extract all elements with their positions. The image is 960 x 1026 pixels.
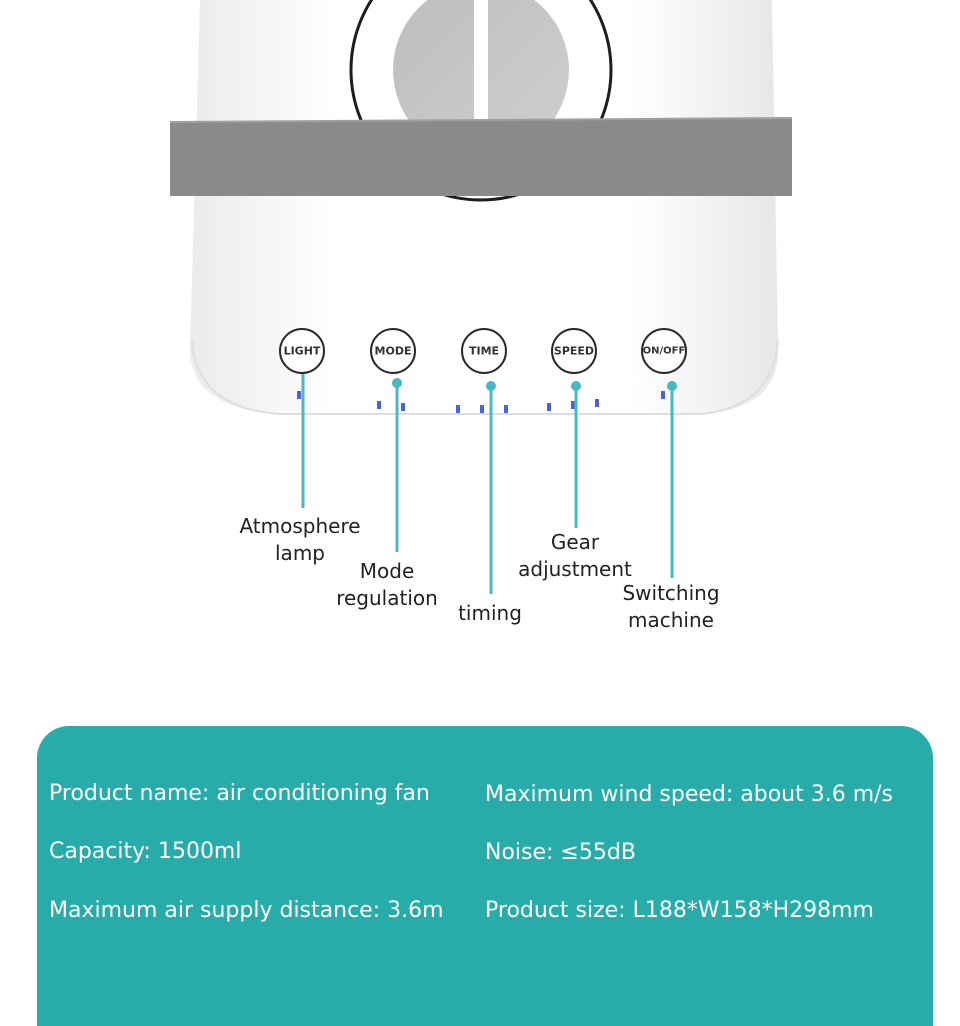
callout-time [440, 600, 540, 627]
callout-speed-line1: Gear [550, 530, 600, 554]
onoff-button[interactable] [642, 329, 686, 373]
callout-light-line1: Atmosphere [239, 514, 361, 538]
light-button[interactable] [280, 329, 324, 373]
mode-button[interactable] [371, 329, 415, 373]
spec-noise: Noise: ≤55dB [485, 840, 636, 865]
callout-speed-line2: adjustment [518, 557, 632, 581]
spec-panel [37, 726, 933, 1026]
spec-wind-speed: Maximum wind speed: about 3.6 m/s [485, 782, 894, 807]
time-button[interactable] [462, 329, 506, 373]
onoff-button-label: ON/OFF [642, 345, 686, 357]
callout-onoff-line2: machine [628, 608, 714, 632]
callout-speed [505, 529, 645, 583]
callout-mode-line2: regulation [336, 586, 438, 610]
callout-mode [322, 558, 452, 612]
callout-mode-line1: Mode [359, 559, 415, 583]
carry-strap [170, 118, 792, 196]
speed-button-label: SPEED [553, 344, 595, 358]
light-button-label: LIGHT [283, 344, 321, 358]
mode-button-label: MODE [374, 344, 412, 358]
callout-light-line2: lamp [275, 541, 325, 565]
callout-time-line1: timing [458, 601, 522, 625]
callout-onoff [606, 580, 736, 634]
spec-product-name: Product name: air conditioning fan [49, 781, 430, 806]
outlet-divider [474, 0, 488, 125]
spec-capacity: Capacity: 1500ml [49, 839, 242, 864]
callout-onoff-line1: Switching [622, 581, 720, 605]
time-button-label: TIME [468, 344, 500, 358]
spec-air-distance: Maximum air supply distance: 3.6m [49, 898, 444, 923]
spec-product-size: Product size: L188*W158*H298mm [485, 898, 874, 923]
speed-button[interactable] [552, 329, 596, 373]
